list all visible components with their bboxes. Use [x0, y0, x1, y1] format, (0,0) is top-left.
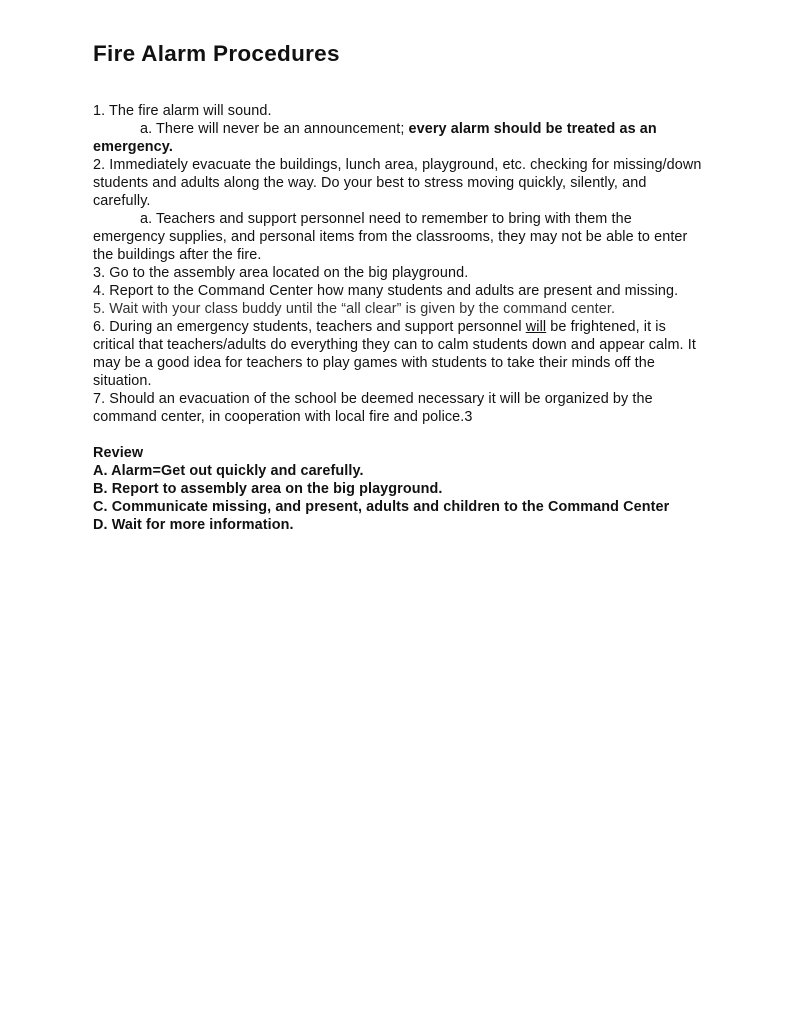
review-item-b: B. Report to assembly area on the big playground. [93, 481, 443, 497]
review-heading: Review [93, 445, 144, 461]
step-6-text-start: 6. During an emergency students, teachers and support personnel [93, 319, 526, 335]
review-item-c: C. Communicate missing, and present, adults and children to the Command Center [93, 499, 670, 515]
step-4: 4. Report to the Command Center how many students and adults are present and missing. [93, 283, 679, 299]
step-2: 2. Immediately evacuate the buildings, lunch area, playground, etc. checking for missing/down students and adults along the way. Do your best to stress moving quickly, silently, and carefully. [93, 157, 702, 209]
step-6 [93, 318, 705, 390]
step-7: 7. Should an evacuation of the school be deemed necessary it will be organized by the command center, in cooperation with local fire and police.3 [93, 391, 653, 425]
step-6-text-end: be frightened, it is critical that teachers/adults do everything they can to calm students down and appear calm. It may be a good idea for teachers to play games with students to take their minds off the situation. [93, 319, 696, 389]
step-5: 5. Wait with your class buddy until the “all clear” is given by the command center. [93, 301, 616, 317]
document-page [93, 40, 705, 534]
review-item-d: D. Wait for more information. [93, 517, 294, 533]
step-1: 1. The fire alarm will sound. [93, 103, 272, 119]
step-6-underlined-word: will [525, 319, 547, 335]
page-title: Fire Alarm Procedures [93, 41, 340, 66]
step-3: 3. Go to the assembly area located on the big playground. [93, 265, 469, 281]
step-1a-emphasis: every alarm should be treated as an emergency. [93, 121, 657, 155]
step-1a-text: a. There will never be an announcement; [140, 121, 409, 137]
review-item-a: A. Alarm=Get out quickly and carefully. [93, 463, 364, 479]
step-2a: a. Teachers and support personnel need to remember to bring with them the emergency supplies, and personal items from the classrooms, they may not be able to enter the buildings after the fire. [93, 211, 688, 263]
section-spacer [93, 426, 705, 444]
step-1a [93, 120, 705, 156]
